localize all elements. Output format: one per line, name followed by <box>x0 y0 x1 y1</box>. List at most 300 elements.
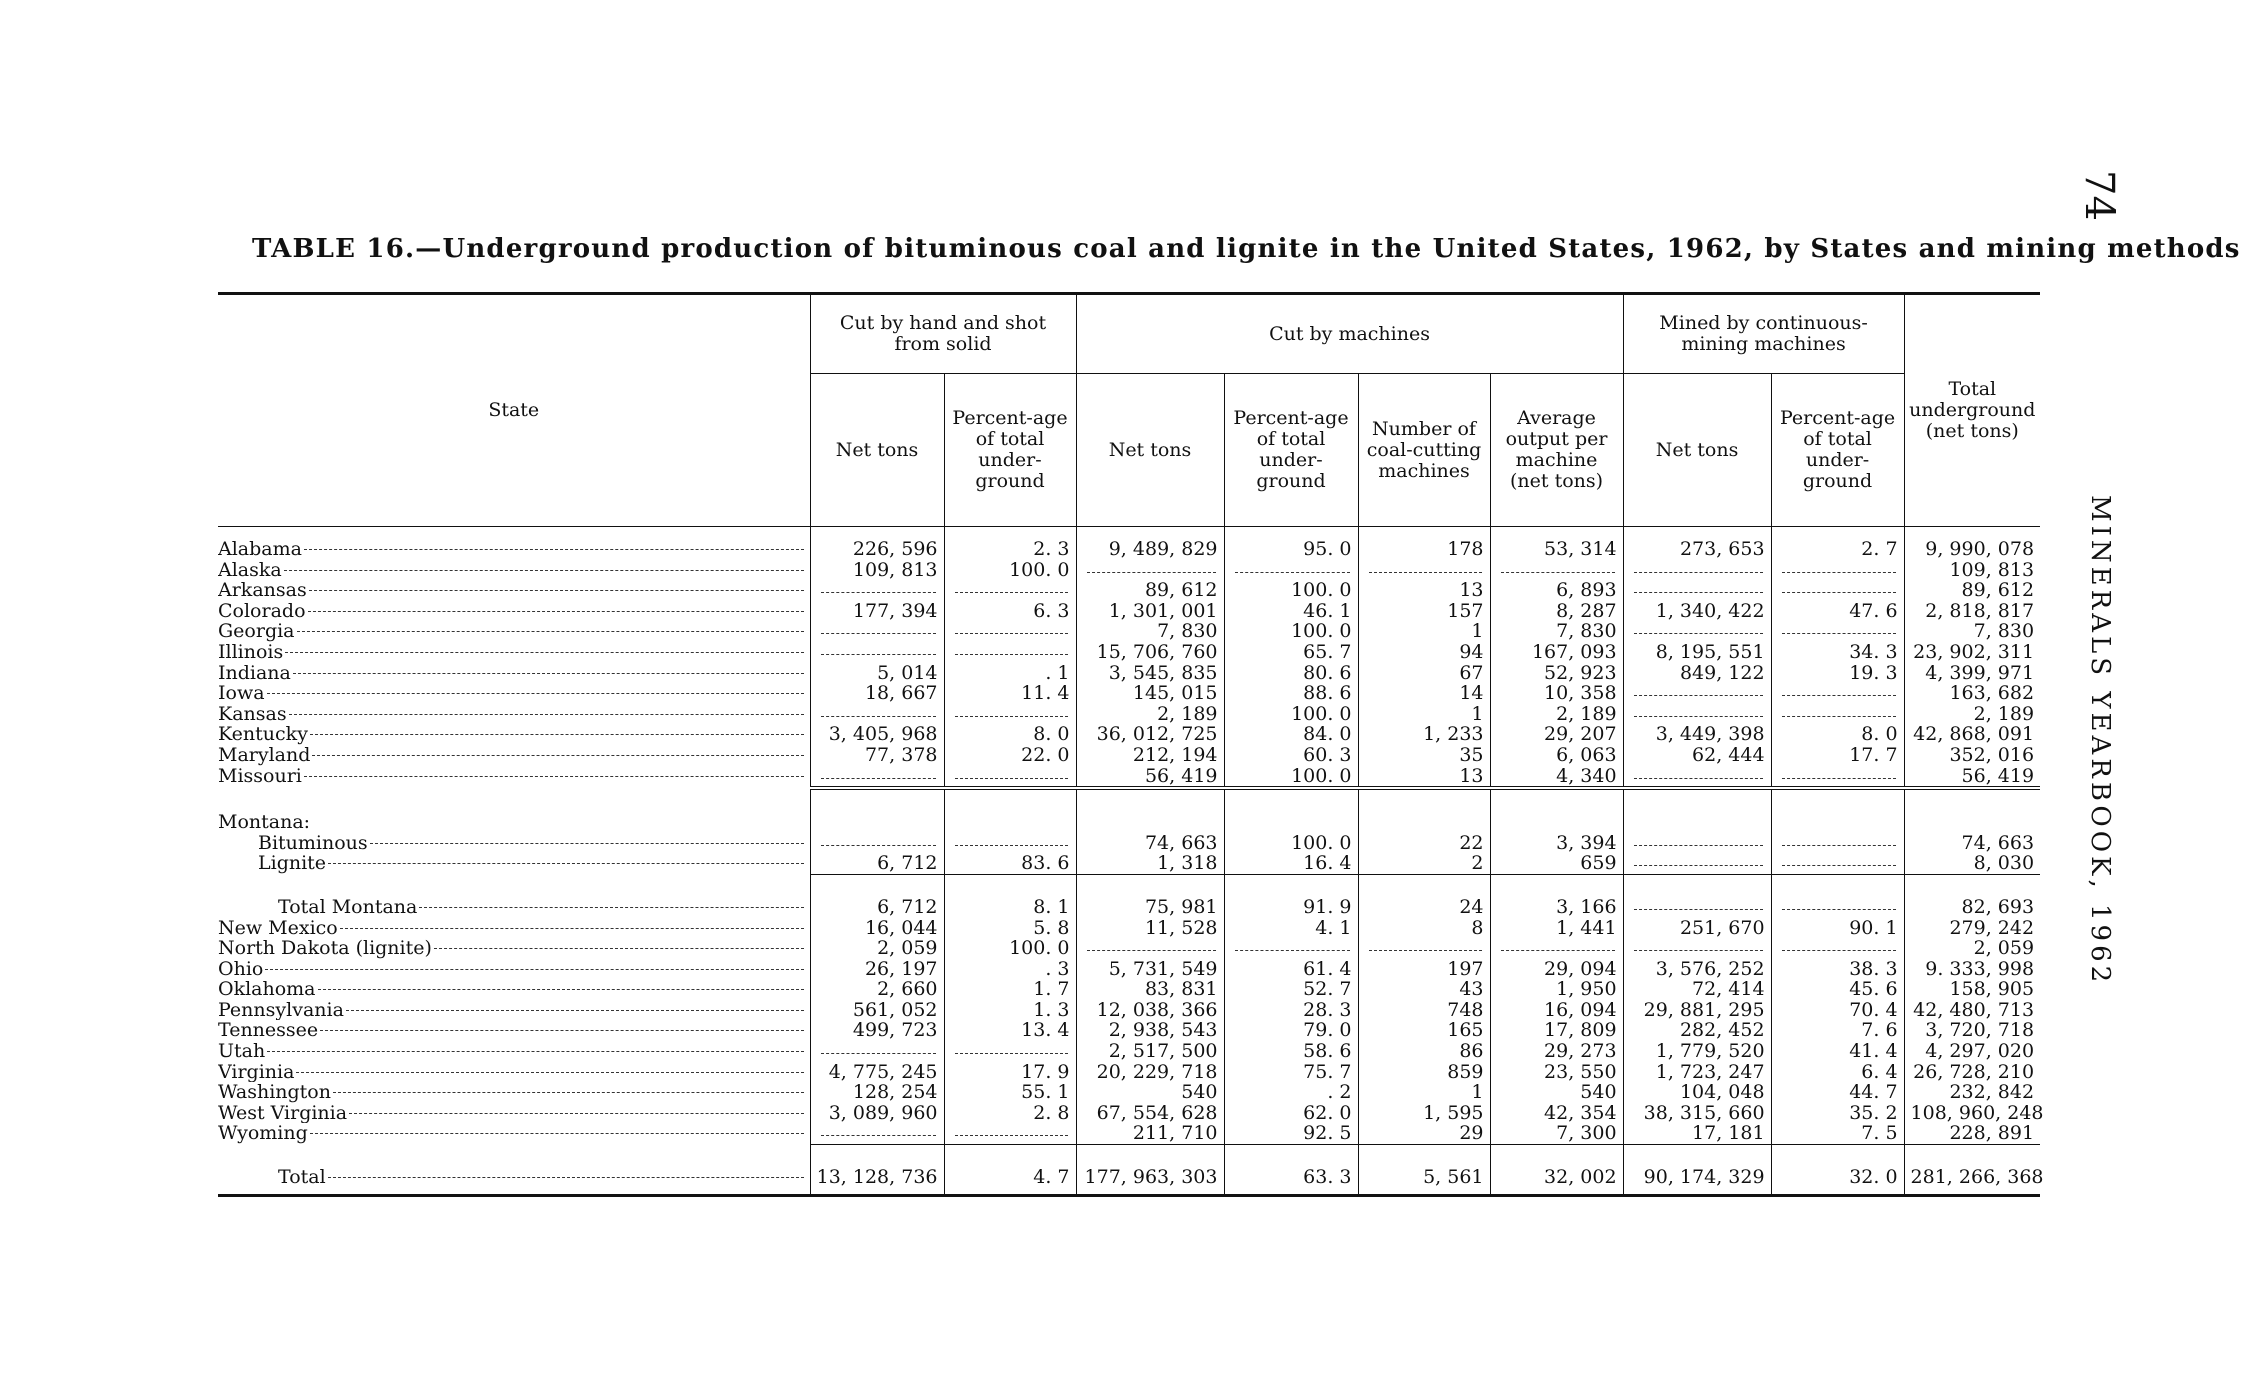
table-row <box>218 560 2040 581</box>
state-cell <box>218 663 810 684</box>
cell-cont-pct <box>1771 580 1904 601</box>
cell-total: 3, 720, 718 <box>1904 1020 2040 1041</box>
cell-mach-num: 22 <box>1358 833 1490 854</box>
leader-dots <box>308 611 804 612</box>
cell-hand-tons: 6, 712 <box>810 897 944 918</box>
cell-total: 8, 030 <box>1904 853 2040 874</box>
cell-mach-tons: 89, 612 <box>1076 580 1224 601</box>
cell-cont-tons <box>1623 704 1771 725</box>
cell-cont-pct: 45. 6 <box>1771 979 1904 1000</box>
cell-mach-tons: 1, 301, 001 <box>1076 601 1224 622</box>
cell-hand-tons: 2, 660 <box>810 979 944 1000</box>
leader-dots <box>370 843 804 844</box>
cell-hand-pct <box>944 1041 1076 1062</box>
cell-cont-tons: 38, 315, 660 <box>1623 1103 1771 1124</box>
cell-mach-avg: 52, 923 <box>1490 663 1623 684</box>
cell-mach-num: 859 <box>1358 1062 1490 1083</box>
cell-mach-pct: 92. 5 <box>1224 1123 1358 1144</box>
table-row <box>218 1020 2040 1041</box>
cell-hand-pct: 2. 3 <box>944 527 1076 560</box>
cell-hand-tons <box>810 642 944 663</box>
cell-total: 74, 663 <box>1904 833 2040 854</box>
header-group-machines: Cut by machines <box>1076 294 1623 374</box>
state-cell <box>218 683 810 704</box>
table-row <box>218 580 2040 601</box>
cell-hand-pct: 83. 6 <box>944 853 1076 874</box>
cell-hand-pct <box>944 580 1076 601</box>
cell-mach-pct: . 2 <box>1224 1082 1358 1103</box>
cell-cont-tons <box>1623 766 1771 789</box>
cell-mach-tons: 3, 545, 835 <box>1076 663 1224 684</box>
cell-cont-pct: 17. 7 <box>1771 745 1904 766</box>
cell-hand-tons: 2, 059 <box>810 938 944 959</box>
cell-mach-tons: 36, 012, 725 <box>1076 724 1224 745</box>
cell-mach-avg: 42, 354 <box>1490 1103 1623 1124</box>
state-name: Alaska <box>218 559 282 581</box>
table-row <box>218 683 2040 704</box>
cell-hand-tons: 77, 378 <box>810 745 944 766</box>
table-row <box>218 642 2040 663</box>
cell-cont-tons: 251, 670 <box>1623 918 1771 939</box>
leader-dots <box>310 1133 804 1134</box>
cell-mach-num: 8 <box>1358 918 1490 939</box>
cell-mach-avg: 10, 358 <box>1490 683 1623 704</box>
table-header <box>218 294 2040 527</box>
cell-mach-pct: 84. 0 <box>1224 724 1358 745</box>
cell-hand-pct: 6. 3 <box>944 601 1076 622</box>
cell-mach-pct: 28. 3 <box>1224 1000 1358 1021</box>
state-cell <box>218 642 810 663</box>
cell-cont-pct: 70. 4 <box>1771 1000 1904 1021</box>
state-cell <box>218 1000 810 1021</box>
state-cell <box>218 527 810 560</box>
cell-mach-pct: 91. 9 <box>1224 897 1358 918</box>
table-row <box>218 724 2040 745</box>
cell-cont-tons: 90, 174, 329 <box>1623 1167 1771 1195</box>
cell-mach-avg: 16, 094 <box>1490 1000 1623 1021</box>
cell-cont-tons: 3, 576, 252 <box>1623 959 1771 980</box>
cell-cont-pct <box>1771 621 1904 642</box>
cell-mach-avg: 6, 893 <box>1490 580 1623 601</box>
table-body <box>218 527 2044 1196</box>
leader-dots <box>434 948 804 949</box>
cell-total: 4, 297, 020 <box>1904 1041 2040 1062</box>
cell-mach-pct: 100. 0 <box>1224 704 1358 725</box>
table-row <box>218 1123 2040 1144</box>
cell-hand-tons: 3, 405, 968 <box>810 724 944 745</box>
cell-mach-pct: 100. 0 <box>1224 621 1358 642</box>
cell-mach-avg: 29, 094 <box>1490 959 1623 980</box>
header-cont-pct: Percent-age of total under-ground <box>1771 374 1904 527</box>
cell-total: 2, 818, 817 <box>1904 601 2040 622</box>
state-name: Maryland <box>218 744 311 766</box>
cell-mach-tons <box>1076 938 1224 959</box>
cell-cont-tons: 29, 881, 295 <box>1623 1000 1771 1021</box>
state-name: Wyoming <box>218 1123 308 1145</box>
header-group-hand: Cut by hand and shot from solid <box>810 294 1076 374</box>
cell-total: 2, 059 <box>1904 938 2040 959</box>
cell-cont-tons <box>1623 833 1771 854</box>
state-name: Pennsylvania <box>218 999 344 1021</box>
header-mach-avg: Average output per machine (net tons) <box>1490 374 1623 527</box>
state-cell <box>218 1082 810 1103</box>
production-table <box>218 292 2044 1197</box>
state-cell <box>218 621 810 642</box>
cell-mach-tons: 12, 038, 366 <box>1076 1000 1224 1021</box>
cell-mach-num: 197 <box>1358 959 1490 980</box>
cell-mach-pct: 46. 1 <box>1224 601 1358 622</box>
cell-hand-pct: 22. 0 <box>944 745 1076 766</box>
table-row <box>218 979 2040 1000</box>
cell-mach-avg: 3, 166 <box>1490 897 1623 918</box>
cell-mach-num: 178 <box>1358 527 1490 560</box>
cell-hand-pct: 4. 7 <box>944 1167 1076 1195</box>
leader-dots <box>328 1177 804 1178</box>
cell-cont-tons: 1, 723, 247 <box>1623 1062 1771 1083</box>
cell-cont-pct: 32. 0 <box>1771 1167 1904 1195</box>
leader-dots <box>309 590 804 591</box>
cell-mach-pct: 100. 0 <box>1224 766 1358 789</box>
cell-total: 109, 813 <box>1904 560 2040 581</box>
cell-mach-num: 157 <box>1358 601 1490 622</box>
leader-dots <box>267 693 804 694</box>
cell-hand-tons: 18, 667 <box>810 683 944 704</box>
cell-mach-avg: 8, 287 <box>1490 601 1623 622</box>
cell-hand-tons <box>810 704 944 725</box>
state-name: Indiana <box>218 662 291 684</box>
cell-mach-pct: 100. 0 <box>1224 580 1358 601</box>
cell-hand-tons: 4, 775, 245 <box>810 1062 944 1083</box>
state-name: Illinois <box>218 641 284 663</box>
cell-mach-tons: 74, 663 <box>1076 833 1224 854</box>
leader-dots <box>340 928 804 929</box>
state-cell <box>218 1062 810 1083</box>
cell-mach-tons: 15, 706, 760 <box>1076 642 1224 663</box>
cell-mach-num: 13 <box>1358 580 1490 601</box>
state-cell <box>218 745 810 766</box>
cell-cont-tons: 282, 452 <box>1623 1020 1771 1041</box>
cell-mach-tons: 2, 938, 543 <box>1076 1020 1224 1041</box>
leader-dots <box>328 863 803 864</box>
state-name: Kentucky <box>218 724 308 745</box>
cell-total: 26, 728, 210 <box>1904 1062 2040 1083</box>
cell-cont-pct: 19. 3 <box>1771 663 1904 684</box>
header-total-underground: Total underground (net tons) <box>1904 294 2040 527</box>
cell-cont-pct: 2. 7 <box>1771 527 1904 560</box>
cell-mach-num <box>1358 938 1490 959</box>
state-name: Alabama <box>218 539 302 560</box>
cell-mach-pct: 88. 6 <box>1224 683 1358 704</box>
cell-mach-num: 94 <box>1358 642 1490 663</box>
cell-mach-tons: 2, 189 <box>1076 704 1224 725</box>
cell-mach-avg: 540 <box>1490 1082 1623 1103</box>
cell-total: 2, 189 <box>1904 704 2040 725</box>
table-row <box>218 621 2040 642</box>
cell-hand-tons <box>810 621 944 642</box>
cell-mach-num: 1 <box>1358 621 1490 642</box>
cell-mach-pct: 62. 0 <box>1224 1103 1358 1124</box>
state-cell <box>218 560 810 581</box>
cell-cont-tons: 72, 414 <box>1623 979 1771 1000</box>
cell-mach-tons: 2, 517, 500 <box>1076 1041 1224 1062</box>
cell-cont-pct: 90. 1 <box>1771 918 1904 939</box>
table-row <box>218 833 2040 854</box>
state-name: Iowa <box>218 683 265 704</box>
cell-mach-avg <box>1490 938 1623 959</box>
cell-mach-avg: 17, 809 <box>1490 1020 1623 1041</box>
cell-mach-num: 1 <box>1358 1082 1490 1103</box>
table-row <box>218 663 2040 684</box>
leader-dots <box>349 1113 803 1114</box>
cell-hand-pct: 8. 1 <box>944 897 1076 918</box>
cell-hand-tons <box>810 766 944 789</box>
leader-dots <box>296 1072 803 1073</box>
cell-mach-pct <box>1224 560 1358 581</box>
cell-hand-pct <box>944 766 1076 789</box>
cell-mach-avg: 7, 830 <box>1490 621 1623 642</box>
state-name: New Mexico <box>218 917 338 939</box>
table-row <box>218 1062 2040 1083</box>
cell-cont-pct <box>1771 897 1904 918</box>
cell-hand-pct: 2. 8 <box>944 1103 1076 1124</box>
cell-cont-pct: 47. 6 <box>1771 601 1904 622</box>
table-row <box>218 897 2040 918</box>
cell-cont-tons <box>1623 683 1771 704</box>
cell-total: 89, 612 <box>1904 580 2040 601</box>
table-row <box>218 959 2040 980</box>
cell-cont-tons: 849, 122 <box>1623 663 1771 684</box>
cell-mach-tons: 540 <box>1076 1082 1224 1103</box>
cell-hand-tons <box>810 580 944 601</box>
leader-dots <box>284 570 804 571</box>
cell-mach-tons: 67, 554, 628 <box>1076 1103 1224 1124</box>
cell-mach-avg: 29, 207 <box>1490 724 1623 745</box>
cell-mach-num: 24 <box>1358 897 1490 918</box>
leader-dots <box>333 1092 804 1093</box>
cell-total: 82, 693 <box>1904 897 2040 918</box>
cell-hand-tons: 5, 014 <box>810 663 944 684</box>
state-cell <box>218 833 810 854</box>
cell-cont-tons: 1, 779, 520 <box>1623 1041 1771 1062</box>
cell-mach-tons: 177, 963, 303 <box>1076 1167 1224 1195</box>
table-row <box>218 704 2040 725</box>
leader-dots <box>289 714 804 715</box>
state-name: Georgia <box>218 621 295 642</box>
cell-mach-tons: 212, 194 <box>1076 745 1224 766</box>
leader-dots <box>318 989 804 990</box>
cell-mach-num: 165 <box>1358 1020 1490 1041</box>
montana-group-row <box>218 812 2040 833</box>
cell-mach-pct: 100. 0 <box>1224 833 1358 854</box>
state-cell <box>218 1103 810 1124</box>
cell-mach-num: 1, 233 <box>1358 724 1490 745</box>
state-name: Bituminous <box>258 832 368 854</box>
cell-hand-tons: 128, 254 <box>810 1082 944 1103</box>
state-name: Total Montana <box>278 896 418 918</box>
cell-cont-tons: 62, 444 <box>1623 745 1771 766</box>
state-name: Lignite <box>258 853 327 874</box>
spacer-row <box>218 1145 2040 1168</box>
cell-total: 23, 902, 311 <box>1904 642 2040 663</box>
state-name: North Dakota (lignite) <box>218 938 432 959</box>
leader-dots <box>285 652 803 653</box>
cell-mach-avg: 659 <box>1490 853 1623 874</box>
header-hand-pct: Percent-age of total under-ground <box>944 374 1076 527</box>
state-cell <box>218 1167 810 1195</box>
table-row <box>218 527 2040 560</box>
cell-mach-tons: 75, 981 <box>1076 897 1224 918</box>
cell-total: 42, 868, 091 <box>1904 724 2040 745</box>
state-name: Washington <box>218 1082 331 1103</box>
cell-hand-pct: 11. 4 <box>944 683 1076 704</box>
cell-cont-pct <box>1771 683 1904 704</box>
cell-hand-tons: 3, 089, 960 <box>810 1103 944 1124</box>
cell-mach-num: 748 <box>1358 1000 1490 1021</box>
cell-mach-num: 13 <box>1358 766 1490 789</box>
cell-mach-pct: 79. 0 <box>1224 1020 1358 1041</box>
cell-mach-pct: 52. 7 <box>1224 979 1358 1000</box>
leader-dots <box>419 907 803 908</box>
cell-hand-pct: 13. 4 <box>944 1020 1076 1041</box>
cell-mach-avg: 23, 550 <box>1490 1062 1623 1083</box>
state-name: Kansas <box>218 703 287 725</box>
cell-cont-tons <box>1623 897 1771 918</box>
header-state: State <box>218 294 810 527</box>
spacer-row <box>218 874 2040 897</box>
state-name: West Virginia <box>218 1102 348 1124</box>
cell-mach-tons: 56, 419 <box>1076 766 1224 789</box>
cell-cont-pct <box>1771 766 1904 789</box>
state-cell <box>218 979 810 1000</box>
table-row <box>218 1041 2040 1062</box>
cell-mach-tons: 7, 830 <box>1076 621 1224 642</box>
state-name: Total <box>278 1167 326 1188</box>
cell-cont-pct: 35. 2 <box>1771 1103 1904 1124</box>
cell-hand-pct <box>944 642 1076 663</box>
cell-mach-tons: 83, 831 <box>1076 979 1224 1000</box>
cell-mach-num: 2 <box>1358 853 1490 874</box>
cell-mach-avg: 7, 300 <box>1490 1123 1623 1144</box>
cell-hand-tons <box>810 833 944 854</box>
cell-mach-pct <box>1224 938 1358 959</box>
cell-hand-pct <box>944 1123 1076 1144</box>
state-name: Virginia <box>218 1061 295 1083</box>
state-name: Oklahoma <box>218 979 316 1000</box>
cell-mach-tons: 5, 731, 549 <box>1076 959 1224 980</box>
cell-total: 108, 960, 248 <box>1904 1103 2040 1124</box>
cell-mach-avg: 29, 273 <box>1490 1041 1623 1062</box>
cell-cont-tons <box>1623 621 1771 642</box>
cell-cont-pct: 41. 4 <box>1771 1041 1904 1062</box>
cell-cont-pct: 6. 4 <box>1771 1062 1904 1083</box>
leader-dots <box>293 673 804 674</box>
table-row <box>218 745 2040 766</box>
cell-total: 232, 842 <box>1904 1082 2040 1103</box>
cell-mach-num: 1 <box>1358 704 1490 725</box>
state-cell <box>218 897 810 918</box>
table-row <box>218 918 2040 939</box>
cell-mach-num: 35 <box>1358 745 1490 766</box>
cell-mach-avg: 4, 340 <box>1490 766 1623 789</box>
cell-cont-tons: 1, 340, 422 <box>1623 601 1771 622</box>
cell-total: 279, 242 <box>1904 918 2040 939</box>
cell-mach-tons <box>1076 560 1224 581</box>
cell-cont-pct <box>1771 853 1904 874</box>
cell-hand-tons <box>810 1041 944 1062</box>
cell-mach-avg: 53, 314 <box>1490 527 1623 560</box>
cell-cont-pct: 34. 3 <box>1771 642 1904 663</box>
leader-dots <box>267 1051 803 1052</box>
cell-mach-num: 67 <box>1358 663 1490 684</box>
cell-cont-pct <box>1771 833 1904 854</box>
header-mach-count: Number of coal-cutting machines <box>1358 374 1490 527</box>
cell-hand-pct <box>944 833 1076 854</box>
cell-mach-pct: 16. 4 <box>1224 853 1358 874</box>
cell-hand-pct: 100. 0 <box>944 560 1076 581</box>
leader-dots <box>297 631 804 632</box>
cell-cont-tons: 3, 449, 398 <box>1623 724 1771 745</box>
cell-cont-pct: 38. 3 <box>1771 959 1904 980</box>
state-cell <box>218 1041 810 1062</box>
cell-mach-tons: 1, 318 <box>1076 853 1224 874</box>
cell-hand-pct: 55. 1 <box>944 1082 1076 1103</box>
cell-total: 4, 399, 971 <box>1904 663 2040 684</box>
cell-cont-tons: 17, 181 <box>1623 1123 1771 1144</box>
cell-mach-avg: 32, 002 <box>1490 1167 1623 1195</box>
cell-hand-tons: 226, 596 <box>810 527 944 560</box>
state-cell <box>218 918 810 939</box>
table-row <box>218 1000 2040 1021</box>
table-title: TABLE 16.—Underground production of bituminous coal and lignite in the United States, 1962, by States and mining methods <box>252 234 2241 264</box>
state-cell <box>218 704 810 725</box>
table-row <box>218 601 2040 622</box>
cell-hand-pct: 1. 3 <box>944 1000 1076 1021</box>
cell-mach-pct: 61. 4 <box>1224 959 1358 980</box>
cell-mach-tons: 20, 229, 718 <box>1076 1062 1224 1083</box>
cell-cont-tons <box>1623 580 1771 601</box>
cell-mach-num: 1, 595 <box>1358 1103 1490 1124</box>
state-name: Utah <box>218 1041 266 1062</box>
cell-hand-pct: 8. 0 <box>944 724 1076 745</box>
header-hand-net-tons: Net tons <box>810 374 944 527</box>
cell-total: 352, 016 <box>1904 745 2040 766</box>
cell-hand-pct: 5. 8 <box>944 918 1076 939</box>
cell-total: 7, 830 <box>1904 621 2040 642</box>
cell-mach-tons: 211, 710 <box>1076 1123 1224 1144</box>
cell-mach-tons: 145, 015 <box>1076 683 1224 704</box>
cell-hand-tons <box>810 1123 944 1144</box>
state-cell <box>218 580 810 601</box>
table-row <box>218 766 2040 789</box>
table-row <box>218 853 2040 874</box>
state-name: Missouri <box>218 765 302 787</box>
total-row <box>218 1167 2040 1195</box>
state-cell <box>218 1020 810 1041</box>
cell-mach-pct: 60. 3 <box>1224 745 1358 766</box>
cell-total: 9, 990, 078 <box>1904 527 2040 560</box>
state-name: Tennessee <box>218 1020 319 1042</box>
cell-total: 9. 333, 998 <box>1904 959 2040 980</box>
leader-dots <box>346 1010 804 1011</box>
cell-mach-num: 5, 561 <box>1358 1167 1490 1195</box>
cell-hand-pct <box>944 621 1076 642</box>
cell-cont-pct <box>1771 560 1904 581</box>
cell-hand-pct: . 1 <box>944 663 1076 684</box>
cell-cont-pct <box>1771 704 1904 725</box>
cell-hand-pct <box>944 704 1076 725</box>
cell-mach-pct: 80. 6 <box>1224 663 1358 684</box>
cell-mach-pct: 75. 7 <box>1224 1062 1358 1083</box>
